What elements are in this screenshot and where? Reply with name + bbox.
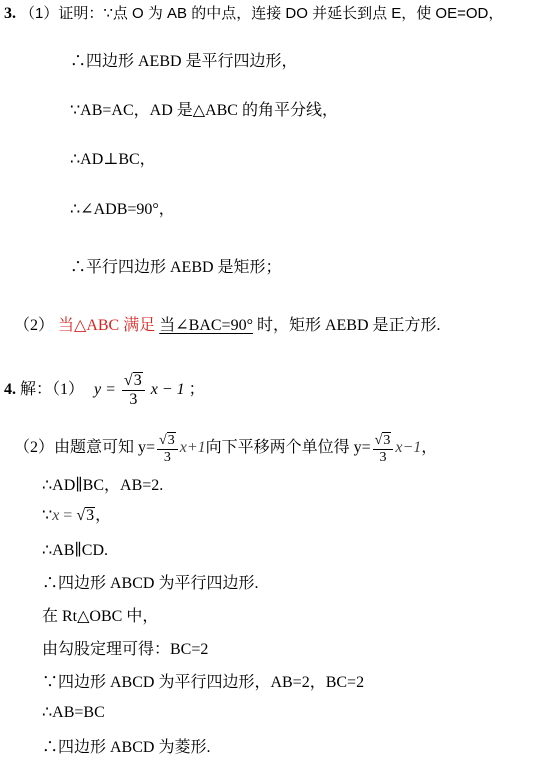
- q4-fraction-denominator: 3: [129, 390, 138, 408]
- q4-fraction: [122, 372, 145, 409]
- q4-part2-b: 向下平移两个单位得 y=: [205, 439, 371, 456]
- q3-line-3: ∵AB=AC，AD 是△ABC 的角平分线，: [70, 102, 338, 119]
- q3-line-1: [4, 4, 503, 24]
- q4-line-l9: ∴四边形 ABCD 为菱形.: [42, 739, 211, 756]
- q3-line-4: ∴AD⊥BC，: [70, 151, 156, 168]
- q4-part-2: [14, 428, 437, 468]
- q3-part2-prefix: （2）: [14, 317, 55, 334]
- sqrt-three: √3: [76, 507, 95, 524]
- q3-part2-condition: 当△ABC 满足: [58, 317, 156, 334]
- q4-part2-a: （2）由题意可知 y=: [14, 439, 156, 456]
- q4-line-l7: ∵四边形 ABCD 为平行四边形，AB=2，BC=2: [42, 674, 365, 691]
- q4-part2-tail-2: x−1: [395, 439, 422, 456]
- q4-line-l1: ∴AD∥BC，AB=2.: [42, 477, 164, 494]
- q4-eq-lhs: y =: [94, 381, 116, 398]
- q4-fraction-numerator: [122, 372, 145, 391]
- q4-part2-tail-1: x+1: [179, 439, 206, 456]
- x-variable: x: [52, 507, 60, 524]
- q3-number: 3.: [4, 5, 16, 22]
- q4-line-l6: 由勾股定理可得：BC=2: [42, 641, 209, 658]
- q3-part-2: [14, 316, 441, 336]
- sqrt-symbol: √3: [123, 371, 142, 389]
- q4-part2-fraction-2: $\frac{√3}{3}$: [373, 432, 394, 465]
- q3-part2-answer: 当∠BAC=90°: [159, 317, 253, 334]
- q3-line-2: ∴四边形 AEBD 是平行四边形，: [70, 53, 298, 70]
- q3-part2-suffix: 时，矩形 AEBD 是正方形.: [256, 317, 441, 334]
- q4-line-l4: ∴四边形 ABCD 为平行四边形.: [42, 575, 259, 592]
- q4-line-l8: ∴AB=BC: [42, 704, 105, 721]
- q3-line-6: ∴平行四边形 AEBD 是矩形；: [70, 259, 282, 276]
- q4-head: 解：（1）: [20, 381, 85, 398]
- q4-part2-end: ，: [421, 439, 438, 456]
- q4-line-l3: ∴AB∥CD.: [42, 542, 109, 559]
- q4-number: 4.: [4, 381, 16, 398]
- q4-line-l5: 在 Rt△OBC 中，: [42, 608, 159, 625]
- q4-line-l2: ∵x = √3，: [42, 507, 112, 524]
- q4-part2-fraction-1: $\frac{√3}{3}$: [157, 432, 178, 465]
- q4-eq-end: ；: [188, 381, 205, 398]
- q3-line-5: ∴∠ADB=90°，: [70, 201, 175, 218]
- q4-eq-tail: x − 1: [150, 381, 185, 398]
- q4-line-1: [4, 366, 205, 414]
- q3-proof-intro: （1）证明：∵点 O 为 AB 的中点，连接 DO 并延长到点 E，使 OE=OD，: [20, 5, 504, 22]
